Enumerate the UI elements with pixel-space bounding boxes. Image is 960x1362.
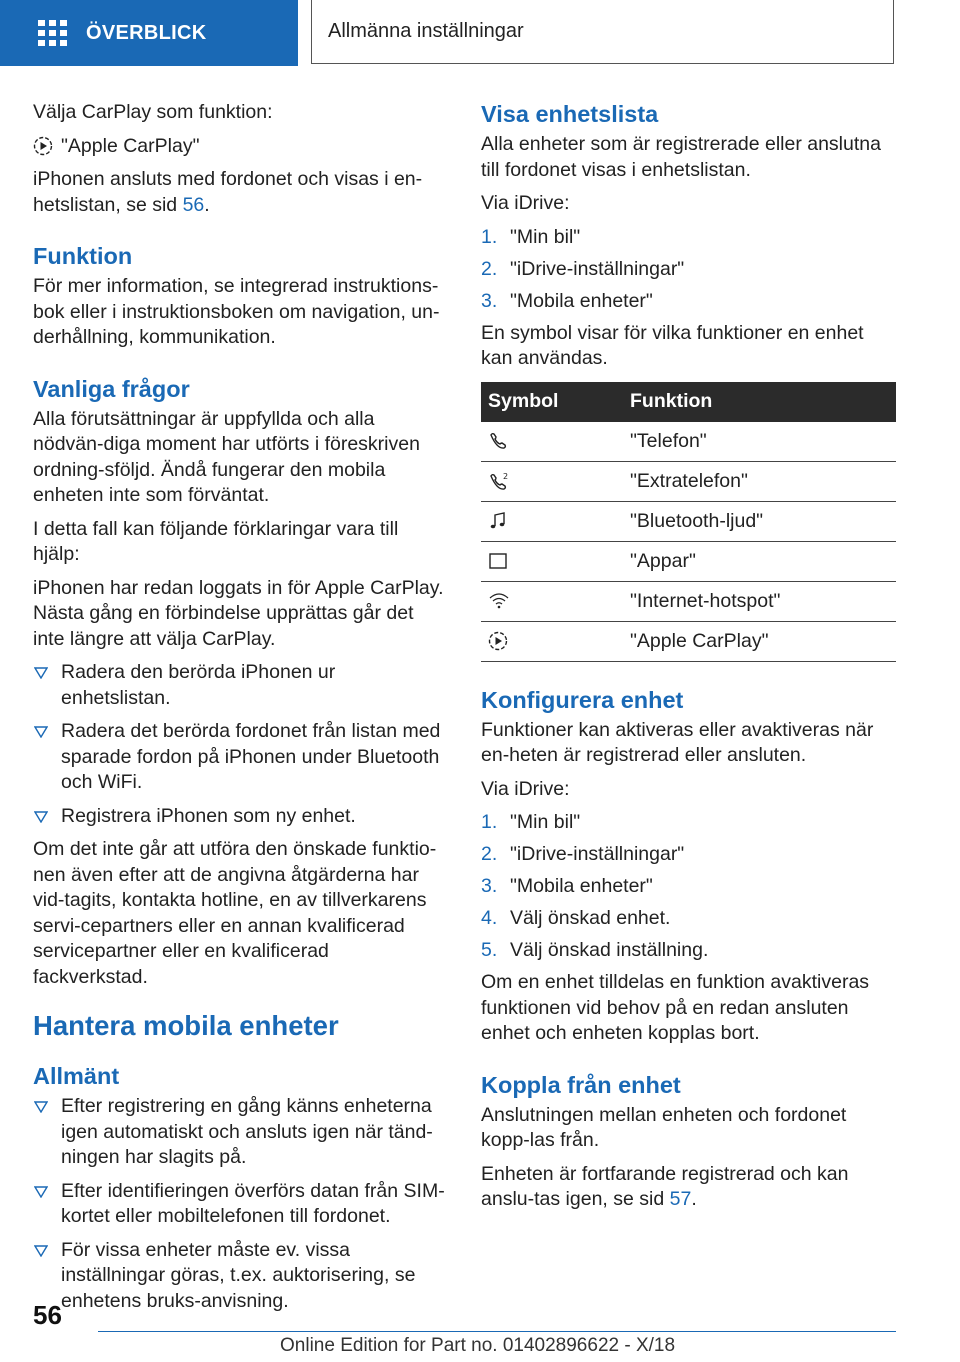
chapter-title-box (311, 0, 894, 64)
table-row (481, 541, 896, 581)
list-item: Efter identifieringen överförs datan från SIM-kortet eller mobiltelefonen till fordonet. (33, 1179, 449, 1230)
faq-paragraph-4: Om det inte går att utföra den önskade funktio-nen även efter att de angivna åtgärderna har vid-tagits, kontakta hotline, en av tillverkarens servi-cepartners eller en annan kvalificerad servicepartner eller en kvalificerad fackverkstad. (33, 838, 437, 988)
overview-nav-label: ÖVERBLICK (86, 21, 207, 44)
chapter-title: Allmänna inställningar (328, 20, 524, 42)
table-cell-label: "Internet-hotspot" (630, 581, 896, 621)
table-cell-label: "Extratelefon" (630, 461, 896, 501)
apps-square-icon (488, 551, 508, 571)
music-note-icon (488, 511, 508, 531)
konfig-via: Via iDrive: (481, 777, 570, 800)
page-number: 56 (33, 1300, 62, 1330)
faq-paragraph-1: Alla förutsättningar är uppfyllda och alla nödvän-diga moment har utförts i föreskriven ordning-sföljd. Ändå fungerar den mobila enheten inte som förväntat. (33, 407, 420, 506)
left-column (33, 100, 449, 1322)
table-cell-label: "Bluetooth-ljud" (630, 501, 896, 541)
table-cell-label: "Telefon" (630, 422, 896, 462)
allmant-heading: Allmänt (33, 1063, 120, 1089)
table-header-symbol: Symbol (481, 382, 630, 422)
table-row (481, 501, 896, 541)
wifi-hotspot-icon (488, 591, 510, 611)
funktion-heading: Funktion (33, 243, 133, 269)
step-item: 2. "iDrive-inställningar" (481, 257, 685, 280)
step-item: 2. "iDrive-inställningar" (481, 843, 685, 865)
carplay-label: "Apple CarPlay" (61, 134, 200, 157)
hantera-heading: Hantera mobila enheter (33, 1010, 339, 1041)
triangle-bullet-icon (34, 726, 48, 738)
footer-divider (98, 1331, 896, 1332)
konfig-heading: Konfigurera enhet (481, 686, 684, 713)
carplay-menu-line (33, 134, 449, 160)
list-item: För vissa enheter måste ev. vissa inställningar göras, t.ex. auktorisering, se enhetens bruks-anvisning. (33, 1238, 449, 1315)
overview-nav-tab[interactable] (0, 0, 298, 66)
carplay-intro: Välja CarPlay som funktion: (33, 101, 273, 123)
iphone-connect-text: iPhonen ansluts med fordonet och visas i en-hetslistan, se sid 56. (33, 168, 423, 216)
extra-phone-icon (488, 471, 510, 491)
page-header (0, 0, 960, 66)
visa-text: Alla enheter som är registrerade eller anslutna till fordonet visas i enhetslistan. (481, 133, 881, 181)
table-cell-label: "Apple CarPlay" (630, 621, 896, 661)
page-ref-link[interactable]: 57 (669, 1188, 692, 1210)
visa-via: Via iDrive: (481, 192, 570, 214)
koppla-paragraph-2: Enheten är fortfarande registrerad och kan anslu-tas igen, se sid 57. (481, 1162, 849, 1210)
carplay-icon (488, 631, 508, 651)
triangle-bullet-icon (34, 1245, 48, 1257)
faq-paragraph-2: I detta fall kan följande förklaringar vara till hjälp: (33, 517, 399, 565)
step-item: 5. Välj önskad inställning. (481, 939, 709, 961)
step-item: 3. "Mobila enheter" (481, 289, 653, 312)
page-ref-link[interactable]: 56 (182, 193, 205, 216)
table-header-row (481, 382, 896, 422)
step-item: 4. Välj önskad enhet. (481, 907, 671, 929)
triangle-bullet-icon (34, 1101, 48, 1113)
right-column (481, 100, 896, 1221)
list-item: Radera det berörda fordonet från listan med sparade fordon på iPhonen under Bluetooth och WiFi. (33, 719, 449, 796)
triangle-bullet-icon (34, 667, 48, 679)
svg-text:2: 2 (503, 472, 509, 481)
carplay-icon (33, 136, 53, 156)
triangle-bullet-icon (34, 1186, 48, 1198)
faq-paragraph-3: iPhonen har redan loggats in för Apple CarPlay. Nästa gång en förbindelse upprättas går det inte längre att välja CarPlay. (33, 576, 444, 650)
faq-heading: Vanliga frågor (33, 375, 190, 402)
step-item: 1. "Min bil" (481, 225, 581, 248)
table-row (481, 461, 896, 501)
funktion-text: För mer information, se integrerad instruktions-bok eller i instruktionsboken om navigation, un-derhållning, kommunikation. (33, 275, 440, 348)
koppla-paragraph-1: Anslutningen mellan enheten och fordonet kopp-las från. (481, 1103, 847, 1151)
konfig-after-text: Om en enhet tilldelas en funktion avaktiveras funktionen vid behov på en redan ansluten enhet och enheten kopplas bort. (481, 971, 870, 1044)
step-item: 1. "Min bil" (481, 811, 581, 833)
list-item: Radera den berörda iPhonen ur enhetslistan. (33, 660, 449, 711)
symbol-explanation: En symbol visar för vilka funktioner en enhet kan användas. (481, 321, 864, 369)
step-item: 3. "Mobila enheter" (481, 875, 653, 897)
symbol-function-table (481, 382, 896, 662)
phone-icon (488, 431, 508, 451)
list-item: Efter registrering en gång känns enheterna igen automatiskt och ansluts igen när tänd-ningen har slagits på. (33, 1094, 449, 1171)
grid-menu-icon (38, 20, 68, 46)
koppla-heading: Koppla från enhet (481, 1071, 681, 1098)
table-header-function: Funktion (630, 382, 896, 422)
konfig-text: Funktioner kan aktiveras eller avaktiveras när en-heten är registrerad eller ansluten. (481, 718, 874, 766)
triangle-bullet-icon (34, 811, 48, 823)
footer-edition-text: Online Edition for Part no. 01402896622 - X/18 (280, 1335, 676, 1356)
visa-heading: Visa enhetslista (481, 101, 659, 127)
table-row (481, 581, 896, 621)
table-row (481, 621, 896, 661)
list-item: Registrera iPhonen som ny enhet. (33, 804, 449, 830)
table-cell-label: "Appar" (630, 541, 896, 581)
table-row (481, 422, 896, 462)
